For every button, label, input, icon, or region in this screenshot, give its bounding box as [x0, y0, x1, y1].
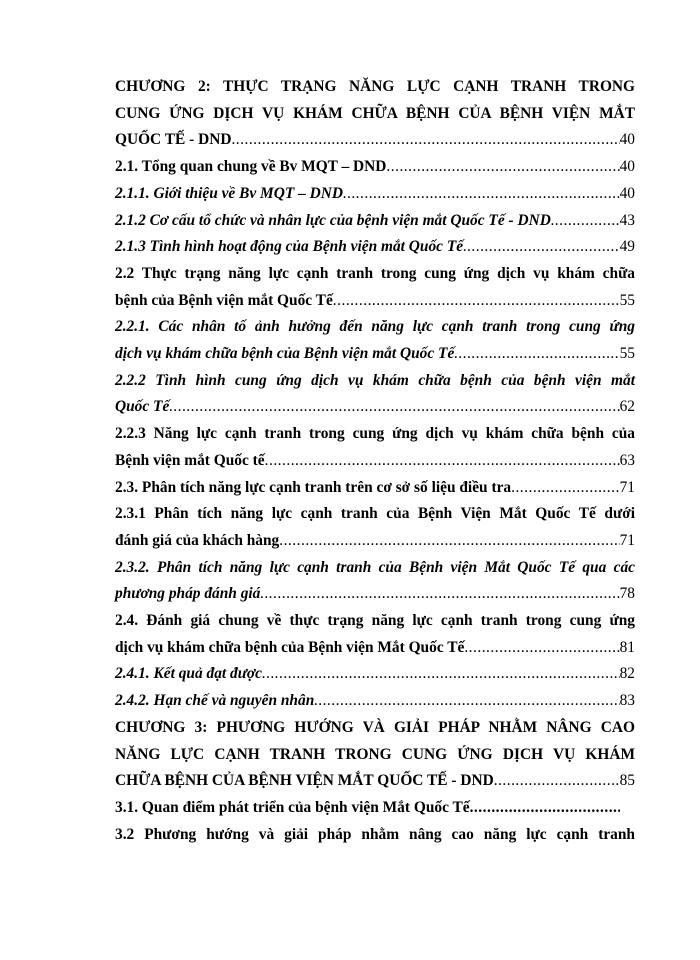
- toc-entry-title: CHỮA BỆNH CỦA BỆNH VIỆN MẮT QUỐC TẾ - DND: [115, 772, 494, 790]
- page-number: 40: [619, 184, 635, 202]
- page-number: 85: [619, 772, 635, 790]
- toc-entry-title: dịch vụ khám chữa bệnh của Bệnh viện mắt Quốc Tế: [115, 345, 455, 363]
- toc-entry[interactable]: [115, 181, 635, 208]
- toc-entry-title: 2.1.1. Giới thiệu về Bv MQT – DND: [115, 184, 343, 202]
- toc-entry-title: 2.1. Tổng quan chung về Bv MQT – DND: [115, 158, 387, 176]
- toc-entry-line: CUNG ỨNG DỊCH VỤ KHÁM CHỮA BỆNH CỦA BỆNH VIỆN MẮT: [115, 104, 635, 122]
- toc-entry-line: 2.2 Thực trạng năng lực cạnh tranh trong cung ứng dịch vụ khám chữa: [115, 264, 635, 282]
- toc-entry[interactable]: [115, 715, 635, 795]
- toc-entry-line: 2.2.2 Tình hình cung ứng dịch vụ khám chữa bệnh của bệnh viện mắt: [115, 371, 635, 389]
- toc-entry[interactable]: [115, 314, 635, 367]
- dot-leader: [169, 394, 619, 421]
- dot-leader: [265, 448, 620, 475]
- toc-entry-line: CHƯƠNG 2: THỰC TRẠNG NĂNG LỰC CẠNH TRANH TRONG: [115, 78, 635, 95]
- dot-leader: [314, 688, 619, 715]
- toc-entry-title: đánh giá của khách hàng: [115, 531, 280, 549]
- toc-entry-line: 2.2.1. Các nhân tố ảnh hưởng đến năng lực cạnh tranh trong cung ứng: [115, 318, 635, 336]
- toc-entry[interactable]: [115, 688, 635, 715]
- dot-leader: [470, 795, 620, 822]
- dot-leader: [343, 181, 620, 208]
- page-number: 63: [619, 451, 635, 469]
- toc-entry-title: 2.4.2. Hạn chế và nguyên nhân: [115, 692, 315, 710]
- toc-entry-title: 2.4.1. Kết quả đạt được: [115, 665, 263, 683]
- toc-entry[interactable]: [115, 555, 635, 608]
- toc-entry-line: 2.3.1 Phân tích năng lực cạnh tranh của Bệnh Viện Mắt Quốc Tế dưới: [115, 505, 635, 523]
- dot-leader: [551, 208, 620, 235]
- page-number: 49: [619, 238, 635, 256]
- dot-leader: [260, 581, 619, 608]
- toc-entry[interactable]: [115, 608, 635, 661]
- page-number: 83: [619, 692, 635, 710]
- dot-leader: [494, 768, 620, 795]
- dot-leader: [463, 234, 620, 261]
- toc-entry[interactable]: [115, 501, 635, 554]
- page-number: 62: [619, 398, 635, 416]
- page-number: 82: [619, 665, 635, 683]
- dot-leader: [386, 154, 619, 181]
- dot-leader: [464, 635, 619, 662]
- toc-entry-title: 2.3. Phân tích năng lực cạnh tranh trên cơ sở số liệu điều tra: [115, 478, 512, 496]
- toc-entry[interactable]: [115, 261, 635, 314]
- toc-entry[interactable]: [115, 421, 635, 474]
- toc-entry-title: 3.1. Quan điểm phát triển của bệnh viện Mắt Quốc Tế: [115, 798, 470, 816]
- page-number: 55: [619, 345, 635, 363]
- page-number: 40: [619, 131, 635, 149]
- toc-entry-title: QUỐC TẾ - DND: [115, 131, 232, 149]
- dot-leader: [511, 475, 620, 502]
- toc-entry-line: 2.3.2. Phân tích năng lực cạnh tranh của Bệnh viện Mắt Quốc Tế qua các: [115, 558, 635, 576]
- toc-entry-title: 3.2 Phương hướng và giải pháp nhằm nâng cao năng lực cạnh tranh: [115, 825, 635, 843]
- toc-entry[interactable]: [115, 795, 635, 822]
- toc-entry-line: NĂNG LỰC CẠNH TRANH TRONG CUNG ỨNG DỊCH VỤ KHÁM: [115, 745, 635, 763]
- toc-entry-title: Bệnh viện mắt Quốc tế: [115, 451, 265, 469]
- toc-entry-title: 2.1.3 Tình hình hoạt động của Bệnh viện mắt Quốc Tế: [115, 238, 464, 256]
- toc-entry[interactable]: [115, 661, 635, 688]
- toc-entry[interactable]: [115, 74, 635, 154]
- toc-entry[interactable]: [115, 234, 635, 261]
- page-number: 55: [619, 291, 635, 309]
- toc-entry[interactable]: [115, 208, 635, 235]
- toc-entry-title: bệnh của Bệnh viện mắt Quốc Tế: [115, 291, 333, 309]
- page-number: 81: [619, 638, 635, 656]
- toc-entry-title: Quốc Tế: [115, 398, 170, 416]
- dot-leader: [454, 341, 619, 368]
- toc-entry-title: 2.1.2 Cơ cấu tổ chức và nhân lực của bệnh viện mắt Quốc Tế - DND: [115, 211, 551, 229]
- dot-leader: [279, 528, 619, 555]
- toc-entry-line: 2.4. Đánh giá chung về thực trạng năng lực cạnh tranh trong cung ứng: [115, 612, 635, 630]
- page-number: 43: [619, 211, 635, 229]
- toc-entry[interactable]: [115, 154, 635, 181]
- page-number: 71: [619, 531, 635, 549]
- dot-leader: [262, 661, 620, 688]
- page-number: 71: [619, 478, 635, 496]
- toc-entry[interactable]: [115, 475, 635, 502]
- toc-entry[interactable]: [115, 368, 635, 421]
- toc-entry-title: phương pháp đánh giá: [115, 585, 261, 603]
- dot-leader: [231, 127, 619, 154]
- dot-leader: [333, 288, 620, 315]
- toc-entry-title: dịch vụ khám chữa bệnh của Bệnh viện Mắt Quốc Tế: [115, 638, 465, 656]
- page-number: 40: [619, 158, 635, 176]
- page-number: 78: [619, 585, 635, 603]
- toc-entry[interactable]: [115, 822, 635, 849]
- toc-entry-line: 2.2.3 Năng lực cạnh tranh trong cung ứng dịch vụ khám chữa bệnh của: [115, 425, 635, 443]
- table-of-contents: [115, 74, 635, 848]
- toc-entry-line: CHƯƠNG 3: PHƯƠNG HƯỚNG VÀ GIẢI PHÁP NHẰM NÂNG CAO: [115, 718, 635, 736]
